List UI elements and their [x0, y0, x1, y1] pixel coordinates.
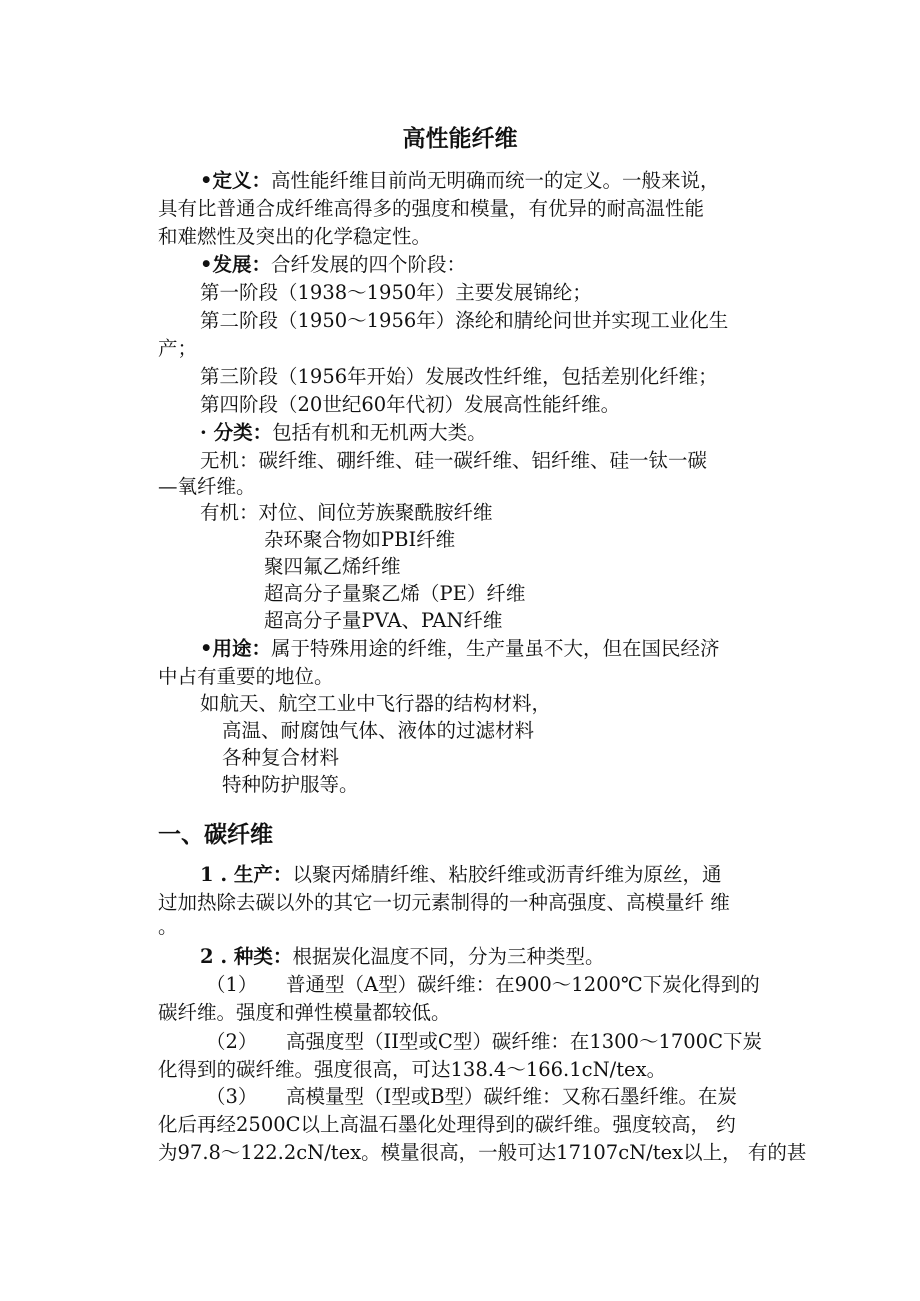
type-1-number: （1）: [206, 973, 258, 996]
classification-label: · 分类：: [200, 421, 273, 444]
classification-line: · 分类：包括有机和无机两大类。: [200, 421, 487, 444]
uses-line-1: •用途：属于特殊用途的纤维，生产量虽不大，但在国民经济: [200, 637, 720, 660]
type-1-line-1: 普通型（A型）碳纤维：在900〜1200℃下炭化得到的: [286, 973, 760, 996]
inorganic-line-cont: —氧纤维。: [158, 475, 256, 498]
development-label: •发展：: [200, 253, 271, 276]
type-2-number: （2）: [206, 1030, 258, 1053]
definition-line-2: 具有比普通合成纤维高得多的强度和模量，有优异的耐高温性能: [158, 197, 705, 220]
stage-1: 第一阶段（1938〜1950年）主要发展锦纶；: [200, 281, 592, 304]
uses-example-3: 各种复合材料: [222, 746, 340, 769]
production-label: 1 . 生产：: [200, 863, 293, 886]
type-3-number: （3）: [206, 1085, 258, 1108]
type-1-line-2: 碳纤维。强度和弹性模量都较低。: [158, 1001, 451, 1024]
section-heading-carbon-fiber: 一、碳纤维: [158, 822, 273, 848]
uses-example-1: 如航天、航空工业中飞行器的结构材料，: [200, 692, 552, 715]
development-line: •发展：合纤发展的四个阶段：: [200, 253, 466, 276]
definition-line-1: •定义：高性能纤维目前尚无明确而统一的定义。一般来说，: [200, 169, 720, 192]
stage-3: 第三阶段（1956年开始）发展改性纤维，包括差别化纤维；: [200, 365, 718, 388]
organic-line-3: 聚四氟乙烯纤维: [264, 555, 401, 578]
types-label: 2 . 种类：: [200, 945, 293, 968]
type-3-line-3: 为97.8〜122.2cN/tex。模量很高，一般可达17107cN/tex以上， 有的甚: [158, 1141, 807, 1164]
types-line: 2 . 种类：根据炭化温度不同，分为三种类型。: [200, 945, 605, 968]
stage-4: 第四阶段（20世纪60年代初）发展高性能纤维。: [200, 393, 621, 416]
definition-label: •定义：: [200, 169, 271, 192]
page-title: 高性能纤维: [402, 126, 518, 152]
type-2-line-1: 高强度型（II型或C型）碳纤维：在1300〜1700C下炭: [286, 1030, 762, 1053]
organic-line-1: 有机：对位、间位芳族聚酰胺纤维: [200, 501, 493, 524]
organic-line-2: 杂环聚合物如PBI纤维: [264, 528, 456, 551]
production-line-3: 。: [158, 915, 178, 938]
production-line-1: 1 . 生产：以聚丙烯腈纤维、粘胶纤维或沥青纤维为原丝，通: [200, 863, 722, 886]
uses-example-4: 特种防护服等。: [222, 773, 359, 796]
organic-line-5: 超高分子量PVA、PAN纤维: [264, 609, 503, 632]
uses-label: •用途：: [200, 637, 271, 660]
type-2-line-2: 化得到的碳纤维。强度很高，可达138.4〜166.1cN/tex。: [158, 1058, 667, 1081]
inorganic-line: 无机：碳纤维、硼纤维、硅一碳纤维、铝纤维、硅一钛一碳: [200, 449, 708, 472]
uses-line-2: 中占有重要的地位。: [158, 665, 334, 688]
type-3-line-2: 化后再经2500C以上高温石墨化处理得到的碳纤维。强度较高， 约: [158, 1113, 736, 1136]
stage-2-cont: 产；: [158, 337, 198, 360]
stage-2: 第二阶段（1950〜1956年）涤纶和腈纶问世并实现工业化生: [200, 309, 729, 332]
organic-line-4: 超高分子量聚乙烯（PE）纤维: [264, 582, 526, 605]
production-line-2: 过加热除去碳以外的其它一切元素制得的一种高强度、高模量纤 维: [158, 891, 730, 914]
type-3-line-1: 高模量型（I型或B型）碳纤维：又称石墨纤维。在炭: [286, 1085, 738, 1108]
definition-line-3: 和难燃性及突出的化学稳定性。: [158, 225, 432, 248]
uses-example-2: 高温、耐腐蚀气体、液体的过滤材料: [222, 719, 535, 742]
